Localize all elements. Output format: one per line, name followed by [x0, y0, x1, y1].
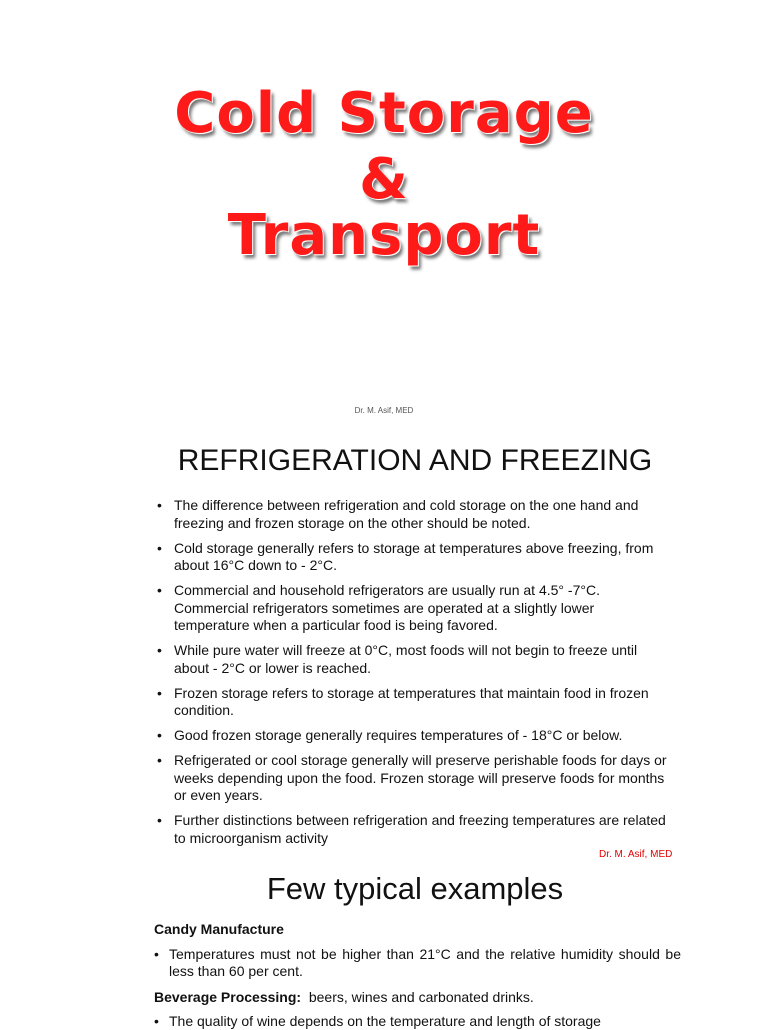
bullet-text: Good frozen storage generally requires temperatures of - 18°C or below.: [174, 727, 623, 743]
bullet-dot-icon: •: [157, 642, 162, 658]
bullet-dot-icon: •: [157, 497, 162, 513]
bullet-text: Refrigerated or cool storage generally will preserve perishable foods for days or weeks depending upon the food. Frozen storage will preserve foods for months or even years.: [174, 752, 667, 803]
bullet-text: Commercial and household refrigerators are usually run at 4.5° -7°C. Commercial refrigerators sometimes are operated at a slightly lower temperature when a particular food is being favored.: [174, 582, 600, 633]
section-heading-examples: Few typical examples: [266, 871, 564, 906]
title-ampersand: &: [359, 147, 409, 212]
bullet-text: The difference between refrigeration and cold storage on the one hand and freezing and frozen storage on the other should be noted.: [174, 497, 639, 531]
bullet-item: [157, 727, 669, 745]
refrigeration-bullet-list: [157, 497, 669, 855]
section-heading-refrigeration: REFRIGERATION AND FREEZING: [177, 444, 653, 477]
bullet-dot-icon: •: [157, 812, 162, 828]
bullet-item: [157, 812, 669, 847]
bullet-dot-icon: •: [154, 946, 159, 962]
bullet-dot-icon: •: [157, 539, 162, 556]
bullet-dot-icon: •: [157, 727, 162, 743]
bullet-item: [157, 642, 669, 677]
bullet-dot-icon: •: [157, 684, 162, 701]
bullet-text: While pure water will freeze at 0°C, most foods will not begin to freeze until about - 2°C or lower is reached.: [174, 642, 638, 676]
bullet-item: [157, 497, 669, 532]
bullet-item: [157, 685, 669, 720]
slide-credit: Dr. M. Asif, MED: [354, 406, 414, 415]
section-credit: Dr. M. Asif, MED: [599, 849, 673, 860]
bullet-item: [157, 540, 669, 575]
beverage-bullet-text: The quality of wine depends on the temperature and length of storage: [169, 1013, 601, 1029]
beverage-label-title: Beverage Processing:: [154, 989, 302, 1005]
candy-bullet-text: Temperatures must not be higher than 21°C and the relative humidity should be less than 60 per cent.: [169, 946, 681, 979]
beverage-label: [154, 989, 534, 1005]
title-line-3: Transport: [227, 203, 541, 268]
bullet-text: Further distinctions between refrigeration and freezing temperatures are related to microorganism activity: [174, 812, 666, 846]
candy-bullet: [154, 946, 681, 980]
bullet-text: Cold storage generally refers to storage at temperatures above freezing, from about 16°C down to - 2°C.: [174, 539, 654, 573]
bullet-dot-icon: •: [154, 1013, 159, 1029]
bullet-text: Frozen storage refers to storage at temperatures that maintain food in frozen condition.: [174, 684, 649, 718]
beverage-bullet: [154, 1013, 681, 1030]
beverage-label-desc: beers, wines and carbonated drinks.: [308, 989, 534, 1005]
bullet-item: [157, 582, 669, 635]
title-line-1: Cold Storage: [174, 81, 594, 146]
candy-label: Candy Manufacture: [154, 921, 284, 937]
bullet-item: [157, 752, 669, 805]
bullet-dot-icon: •: [157, 752, 162, 768]
bullet-dot-icon: •: [157, 582, 162, 598]
